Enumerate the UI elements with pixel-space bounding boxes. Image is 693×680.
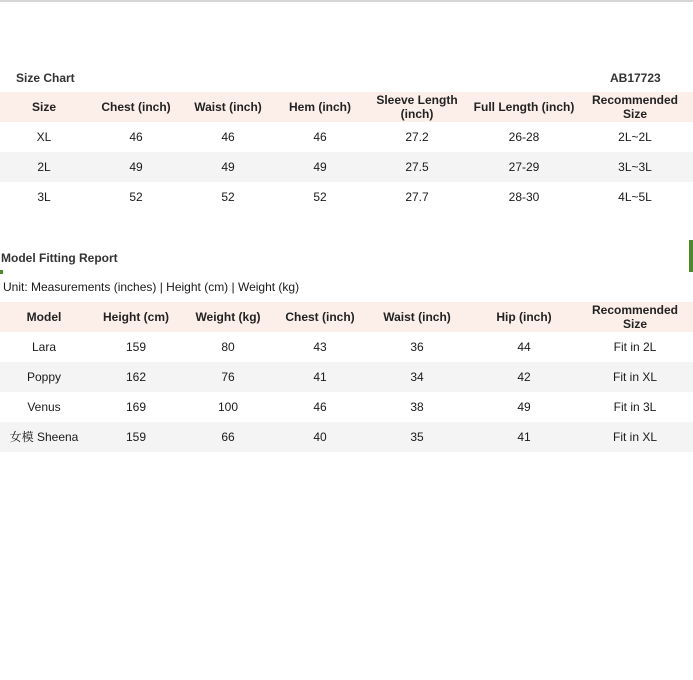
cell-sleeve-length: 27.5 [405,160,429,174]
cell-height: 162 [125,370,147,384]
cell-chest: 49 [129,160,143,174]
edge-marker [689,240,693,272]
cell-recommended-size: 4L~5L [618,190,652,204]
cell-weight: 100 [217,400,239,414]
cell-height: 169 [125,400,147,414]
cell-hem: 46 [313,130,327,144]
cell-size: 3L [37,190,51,204]
cell-size: 2L [37,160,51,174]
unit-line: Unit: Measurements (inches) | Height (cm) | Weight (kg) [3,280,300,294]
table-row [0,152,693,182]
fitting-report-title: Model Fitting Report [1,251,118,265]
cell-waist: 46 [221,130,235,144]
cell-recommended-size: Fit in XL [612,370,657,384]
cell-sleeve-length: 27.7 [405,190,429,204]
cell-full-length: 27-29 [508,160,540,174]
table-header-row [0,92,693,122]
header-waist: Waist (inch) [383,310,451,324]
cell-full-length: 26-28 [508,130,540,144]
cell-hem: 49 [313,160,327,174]
cell-waist: 49 [221,160,235,174]
cell-model: 女模 Sheena [9,430,79,444]
table-row [0,182,693,212]
header-chest: Chest (inch) [101,100,171,114]
cell-chest: 41 [313,370,327,384]
cell-size: XL [36,130,52,144]
header-sleeve-length: Sleeve Length (inch) [376,93,458,121]
fitting-report-table [0,302,693,452]
cell-weight: 80 [221,340,235,354]
table-row [0,422,693,452]
header-recommended-size: Recommended Size [591,93,679,121]
header-model: Model [26,310,62,324]
header-hip: Hip (inch) [496,310,552,324]
cell-chest: 40 [313,430,327,444]
header-chest: Chest (inch) [285,310,355,324]
cell-recommended-size: Fit in XL [612,430,657,444]
cell-hip: 44 [517,340,531,354]
table-header-row [0,302,693,332]
header-height: Height (cm) [103,310,169,324]
product-code: AB17723 [610,71,661,85]
cell-chest: 52 [129,190,143,204]
header-hem: Hem (inch) [288,100,351,114]
header-size: Size [31,100,56,114]
header-full-length: Full Length (inch) [473,100,575,114]
edge-dot [0,270,3,274]
cell-chest: 46 [129,130,143,144]
cell-height: 159 [125,430,147,444]
table-row [0,362,693,392]
size-chart-title: Size Chart [16,71,75,85]
cell-height: 159 [125,340,147,354]
cell-recommended-size: 2L~2L [618,130,652,144]
cell-chest: 46 [313,400,327,414]
cell-model: Venus [27,400,61,414]
cell-model: Poppy [26,370,62,384]
cell-hip: 49 [517,400,531,414]
cell-chest: 43 [313,340,327,354]
header-waist: Waist (inch) [194,100,262,114]
cell-waist: 35 [410,430,424,444]
header-weight: Weight (kg) [195,310,261,324]
cell-recommended-size: Fit in 3L [613,400,657,414]
cell-model: Lara [31,340,57,354]
cell-waist: 52 [221,190,235,204]
cell-recommended-size: Fit in 2L [613,340,657,354]
top-border [0,0,693,2]
size-chart-table [0,92,693,212]
cell-full-length: 28-30 [508,190,540,204]
header-recommended-size: Recommended Size [591,303,679,331]
cell-waist: 36 [410,340,424,354]
cell-weight: 76 [221,370,235,384]
table-row [0,392,693,422]
cell-waist: 34 [410,370,424,384]
cell-waist: 38 [410,400,424,414]
table-row [0,332,693,362]
cell-weight: 66 [221,430,235,444]
cell-hip: 42 [517,370,531,384]
cell-hip: 41 [517,430,531,444]
cell-recommended-size: 3L~3L [618,160,652,174]
cell-hem: 52 [313,190,327,204]
table-row [0,122,693,152]
cell-sleeve-length: 27.2 [405,130,429,144]
